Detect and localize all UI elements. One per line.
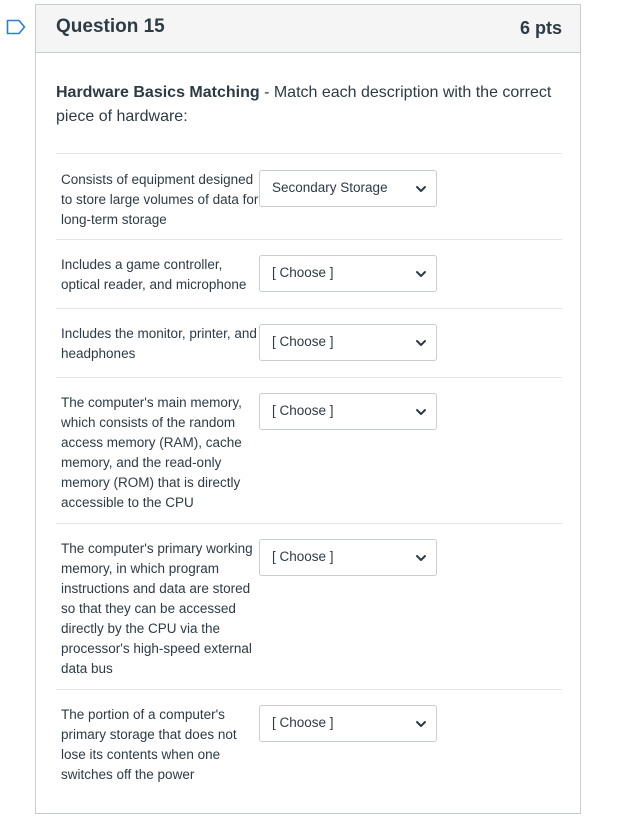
select-value: [ Choose ] [272,334,334,349]
question-header [36,5,580,53]
match-row [56,308,562,377]
question-card [35,4,581,814]
chevron-down-icon [415,719,427,729]
match-select[interactable] [259,539,437,576]
question-points: 6 pts [519,18,562,38]
match-description: The computer's primary working memory, in which program instructions and data are stored so that they can be accessed directly by the CPU via the processor's high-speed external data bus [61,541,253,676]
match-row [56,153,562,239]
match-select[interactable] [259,255,437,292]
chevron-down-icon [415,407,427,417]
match-row [56,377,562,523]
chevron-down-icon [415,338,427,348]
match-row [56,523,562,689]
select-value: [ Choose ] [272,265,334,280]
prompt-heading: Hardware Basics Matching [56,84,260,101]
match-row [56,689,562,799]
match-description: Consists of equipment designed to store large volumes of data for long-term storage [61,172,259,227]
match-description: Includes a game controller, optical reader, and microphone [61,257,247,292]
match-row [56,239,562,308]
match-description: The computer's main memory, which consists of the random access memory (RAM), cache memory, and the read-only memory (ROM) that is directly accessible to the CPU [61,395,242,510]
question-title: Question 15 [56,16,165,37]
select-value: Secondary Storage [272,180,388,195]
flag-question-icon[interactable] [6,19,26,35]
select-value: [ Choose ] [272,549,334,564]
match-select[interactable] [259,170,437,207]
match-description: The portion of a computer's primary storage that does not lose its contents when one switches off the power [61,707,237,782]
match-select[interactable] [259,705,437,742]
matching-list [56,153,562,799]
chevron-down-icon [415,269,427,279]
chevron-down-icon [415,184,427,194]
match-description: Includes the monitor, printer, and headphones [61,326,257,361]
question-prompt [56,81,556,129]
match-select[interactable] [259,324,437,361]
prompt-instructions: - Match each description with the correct piece of hardware: [56,84,552,125]
chevron-down-icon [415,553,427,563]
match-select[interactable] [259,393,437,430]
select-value: [ Choose ] [272,715,334,730]
select-value: [ Choose ] [272,403,334,418]
